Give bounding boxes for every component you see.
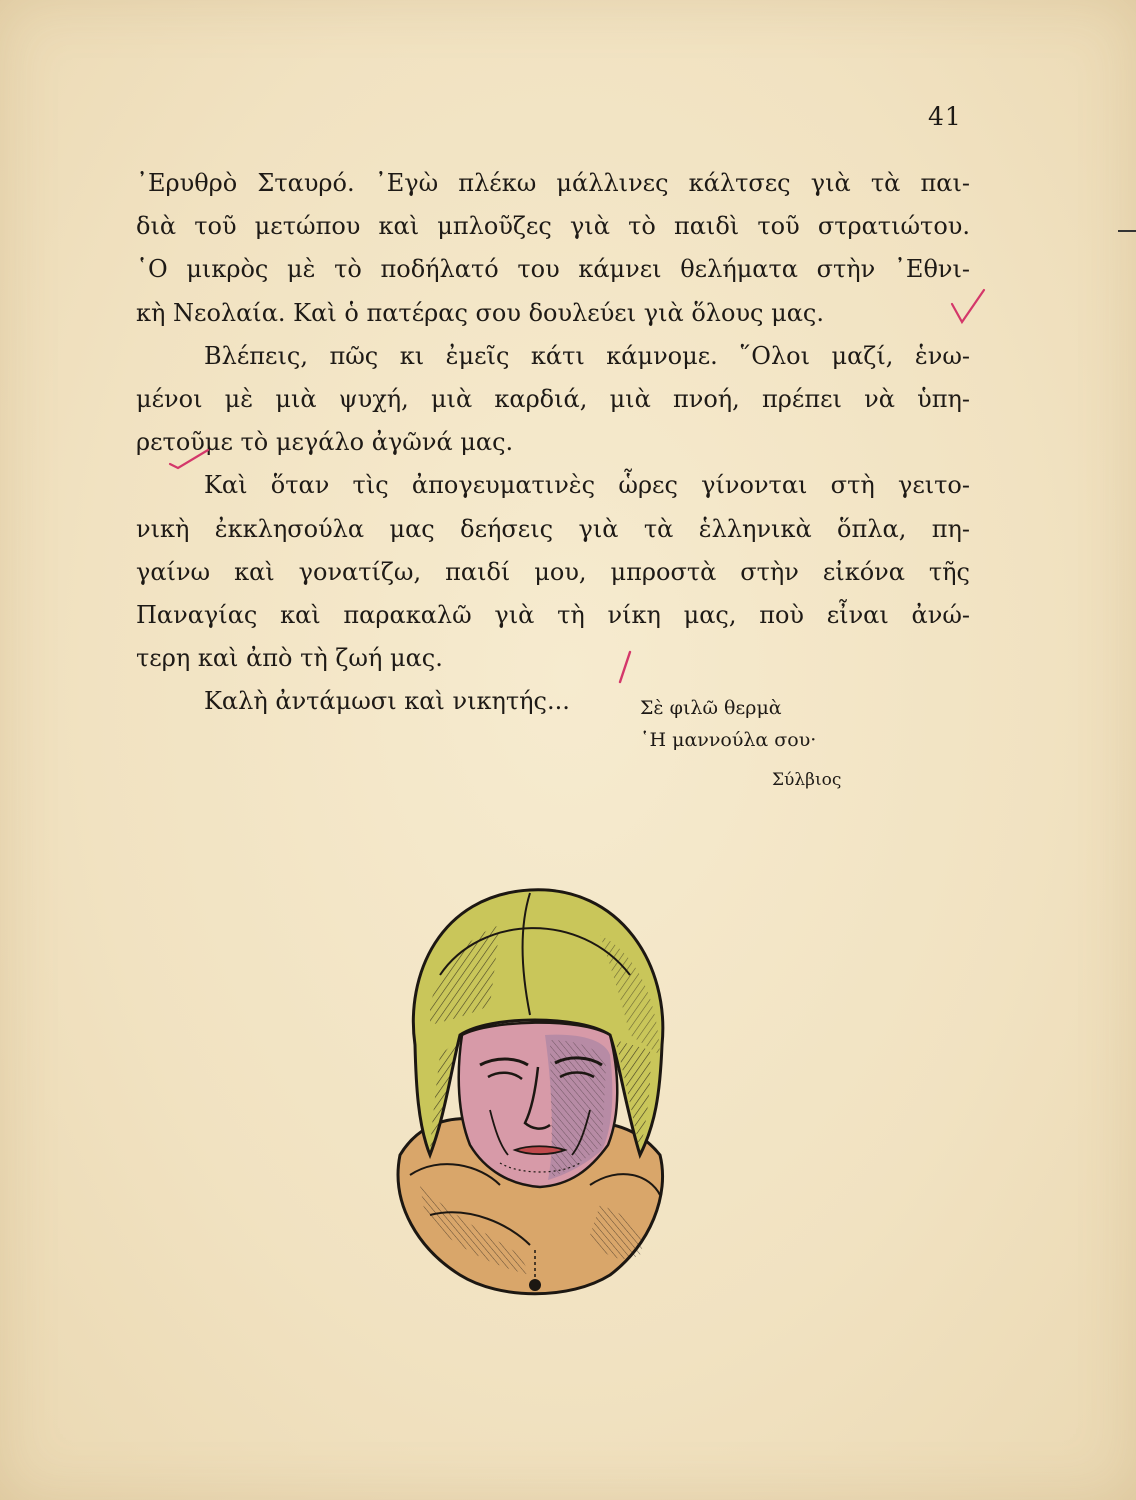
text-line: ᾿Ερυθρὸ Σταυρό. ᾿Εγὼ πλέκω μάλλινες κάλτσες γιὰ τὰ παι-	[136, 169, 970, 197]
author-name: Σύλβιος	[772, 770, 842, 790]
text-line: Καὶ ὅταν τὶς ἀπογευματινὲς ὧρες γίνονται στὴ γειτο-	[204, 471, 970, 500]
text-line: ῾Ο μικρὸς μὲ τὸ ποδήλατό του κάμνει θελήματα στὴν ᾿Εθνι-	[136, 255, 970, 284]
text-line: κὴ Νεολαία. Καὶ ὁ πατέρας σου δουλεύει γιὰ ὅλους μας.	[136, 298, 824, 327]
page-edge-mark	[1118, 230, 1136, 232]
text-line: τερη καὶ ἀπὸ τὴ ζωή μας.	[136, 644, 443, 673]
text-line: Βλέπεις, πῶς κι ἐμεῖς κάτι κάμνομε. ῞Ολοι μαζί, ἑνω-	[204, 341, 970, 370]
collar-button	[529, 1279, 541, 1291]
text-line: Καλὴ ἀντάμωσι καὶ νικητής...	[204, 687, 570, 716]
soldier-portrait-illustration	[370, 855, 700, 1315]
text-line: γαίνω καὶ γονατίζω, παιδί μου, μπροστὰ στὴν εἰκόνα τῆς	[136, 557, 970, 586]
text-line: μένοι μὲ μιὰ ψυχή, μιὰ καρδιά, μιὰ πνοή, πρέπει νὰ ὑπη-	[136, 384, 970, 413]
mouth	[515, 1146, 565, 1154]
slash-annotation	[616, 650, 634, 684]
body-text	[136, 162, 970, 723]
checkmark-annotation	[948, 286, 988, 326]
signoff	[640, 692, 841, 796]
text-line: διὰ τοῦ μετώπου καὶ μπλοῦζες γιὰ τὸ παιδὶ τοῦ στρατιώτου.	[136, 212, 970, 241]
text-line: ρετοῦμε τὸ μεγάλο ἀγῶνά μας.	[136, 428, 514, 457]
signoff-from: ῾Η μαννούλα σου·	[640, 729, 817, 751]
page-number: 41	[928, 102, 962, 131]
text-line: νικὴ ἐκκλησούλα μας δεήσεις γιὰ τὰ ἑλληνικὰ ὅπλα, πη-	[136, 514, 970, 543]
signoff-greeting: Σὲ φιλῶ θερμὰ	[640, 697, 782, 719]
checkmark-annotation	[168, 448, 210, 470]
text-line: Παναγίας καὶ παρακαλῶ γιὰ τὴ νίκη μας, ποὺ εἶναι ἀνώ-	[136, 600, 970, 629]
